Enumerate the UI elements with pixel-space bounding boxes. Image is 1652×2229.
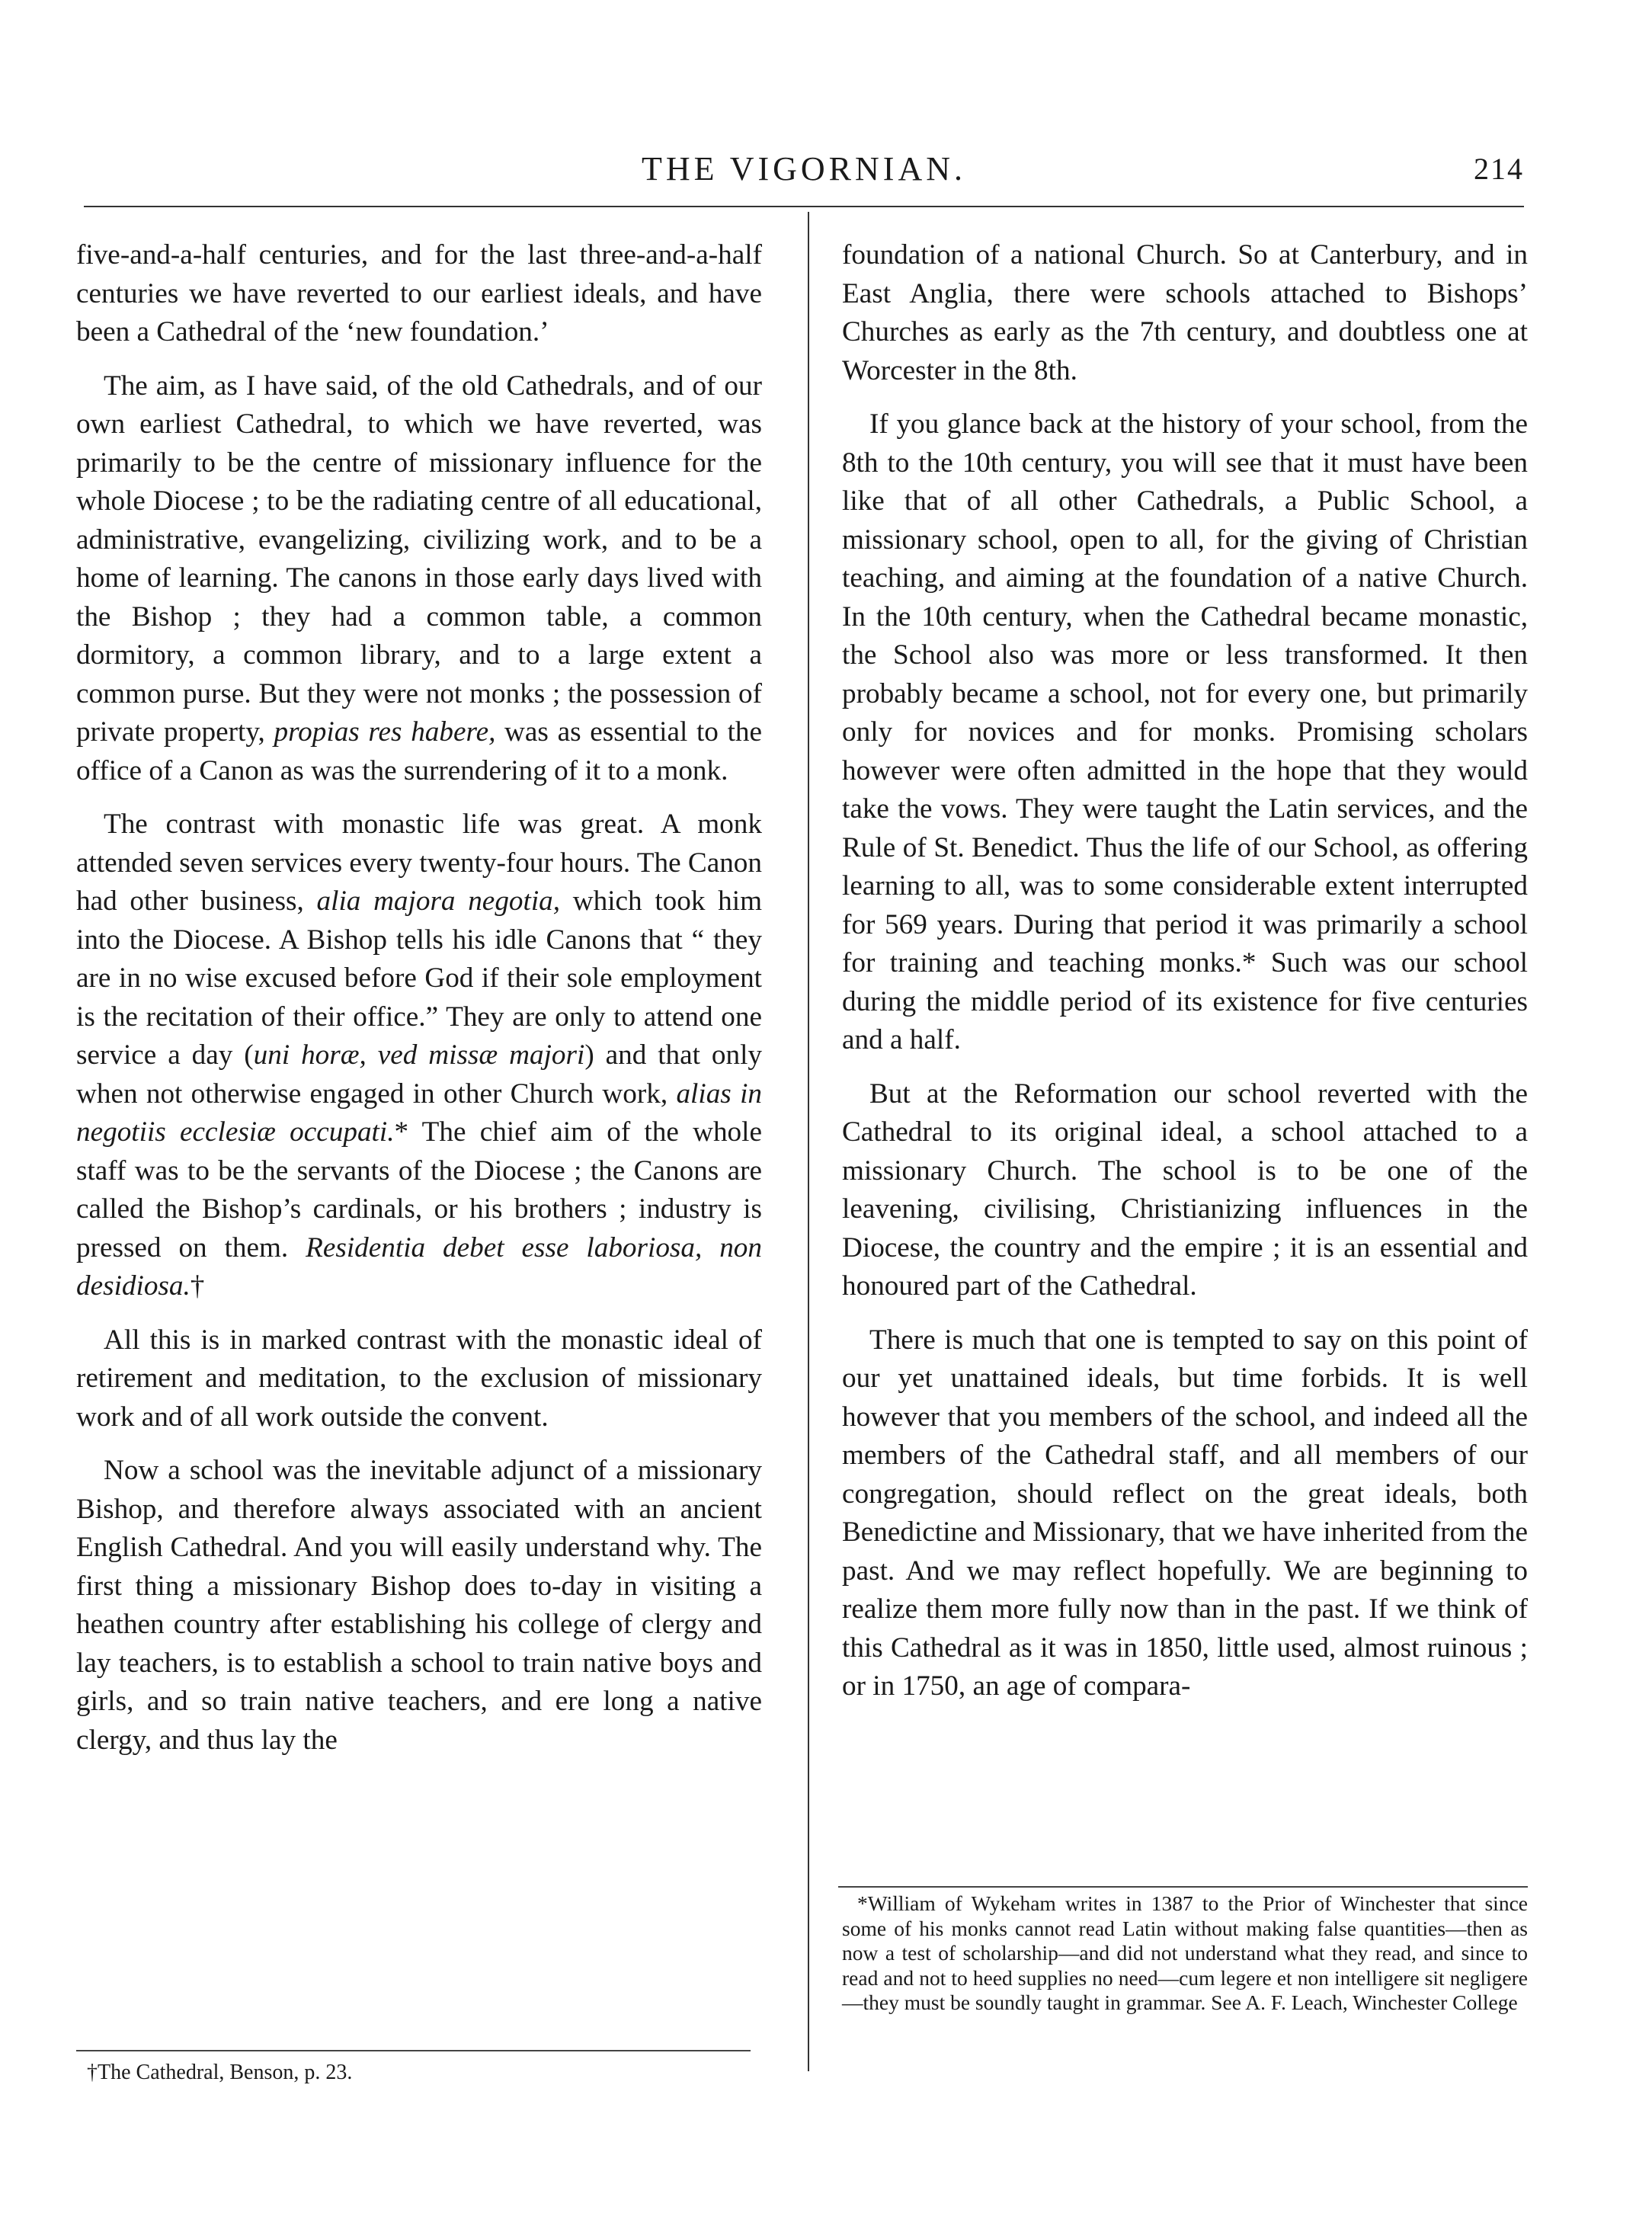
latin-phrase: propias res habere, xyxy=(274,716,496,748)
running-title: THE VIGORNIAN. xyxy=(641,150,967,187)
left-column xyxy=(76,236,762,1775)
paragraph: If you glance back at the history of your school, from the 8th to the 10th century, you will see that it must have been like that of all other Cathedrals, a Public School, a missionary school, open to all, for the giving of Christian teaching, and aiming at the foundation of a native Church. In the 10th century, when the Cathedral became monastic, the School also was more or less transformed. It then probably became a school, not for every one, but primarily only for novices and for monks. Promising scholars however were often admitted in the hope that they would take the vows. They were taught the Latin services, and the Rule of St. Benedict. Thus the life of our School, as offering learning to all, was to some considerable extent interrupted for 569 years. During that period it was primarily a school for training and teaching monks.* Such was our school during the middle period of its existence for five centuries and a half. xyxy=(842,408,1528,1055)
paragraph: The contrast with monastic life was great. A monk attended seven services every twenty-four hours. The Canon had other business, alia majora negotia, which took him into the Diocese. A Bishop tells his idle Canons that “ they are in no wise excused before God if their sole employment is the recitation of their office.” They are only to attend one service a day (uni horæ, ved missæ majori) and that only when not otherwise engaged in other Church work, alias in negotiis ecclesiæ occupati.* The chief aim of the whole staff was to be the servants of the Diocese ; the Canons are called the Bishop’s cardinals, or his brothers ; industry is pressed on them. Residentia debet esse laboriosa, non desidiosa.† xyxy=(76,809,763,1302)
footnote-dagger: †The Cathedral, Benson, p. 23. xyxy=(87,2061,353,2084)
latin-phrase: Residentia debet esse laboriosa, non desidiosa. xyxy=(76,1231,762,1302)
paragraph: There is much that one is tempted to say on this point of our yet unattained ideals, but time forbids. It is well however that you members of the school, and indeed all the members of the Cathedral staff, and all members of our congregation, should reflect on the great ideals, both Benedictine and Missionary, that we have inherited from the past. And we may reflect hopefully. We are beginning to realize them more fully now than in the past. If we think of this Cathedral as it was in 1850, little used, almost ruinous ; or in 1750, an age of compara- xyxy=(842,1324,1528,1702)
footnote-rule xyxy=(76,2050,751,2051)
latin-phrase: alias in negotiis ecclesiæ occupati. xyxy=(76,1078,762,1148)
column-divider xyxy=(808,212,809,2071)
paragraph: All this is in marked contrast with the monastic ideal of retirement and meditation, to the exclusion of missionary work and of all work outside the convent. xyxy=(76,1324,762,1433)
right-column xyxy=(842,236,1528,1721)
latin-phrase: uni horæ, ved missæ majori xyxy=(253,1039,585,1071)
header-rule xyxy=(84,206,1524,207)
latin-phrase: alia majora negotia, xyxy=(316,886,561,917)
page-number: 214 xyxy=(1474,152,1524,186)
footnote-asterisk: *William of Wykeham writes in 1387 to the Prior of Winchester that since some of his monks cannot read Latin without making false quantities—then as now a test of scholarship—and did not understand what they read, and since to read and not to heed supplies no need—cum legere et non intelligere sit negligere—they must be soundly taught in grammar. See A. F. Leach, Winchester College xyxy=(842,1891,1528,2014)
paragraph: five-and-a-half centuries, and for the last three-and-a-half centuries we have reverted to our earliest ideals, and have been a Cathedral of the ‘new foundation.’ xyxy=(76,239,762,347)
paragraph: The aim, as I have said, of the old Cathedrals, and of our own earliest Cathedral, to which we have reverted, was primarily to be the centre of missionary influence for the whole Diocese ; to be the radiating centre of all educational, administrative, evangelizing, civilizing work, and to be a home of learning. The canons in those early days lived with the Bishop ; they had a common table, a common dormitory, a common library, and to a large extent a common purse. But they were not monks ; the possession of private property, propias res habere, was as essential to the office of a Canon as was the surrendering of it to a monk. xyxy=(76,370,763,786)
paragraph: Now a school was the inevitable adjunct of a missionary Bishop, and therefore always associated with an ancient English Cathedral. And you will easily understand why. The first thing a missionary Bishop does to-day in visiting a heathen country after establishing his college of clergy and lay teachers, is to establish a school to train native boys and girls, and so train native teachers, and ere long a native clergy, and thus lay the xyxy=(76,1455,762,1756)
paragraph: foundation of a national Church. So at Canterbury, and in East Anglia, there were schools attached to Bishops’ Churches as early as the 7th century, and doubtless one at Worcester in the 8th. xyxy=(842,239,1528,386)
page-header xyxy=(84,149,1524,195)
footnote-rule xyxy=(838,1886,1528,1888)
paragraph: But at the Reformation our school reverted with the Cathedral to its original ideal, a school attached to a missionary Church. The school is to be one of the leavening, civilising, Christianizing influences in the Diocese, the country and the empire ; it is an essential and honoured part of the Cathedral. xyxy=(842,1078,1528,1302)
